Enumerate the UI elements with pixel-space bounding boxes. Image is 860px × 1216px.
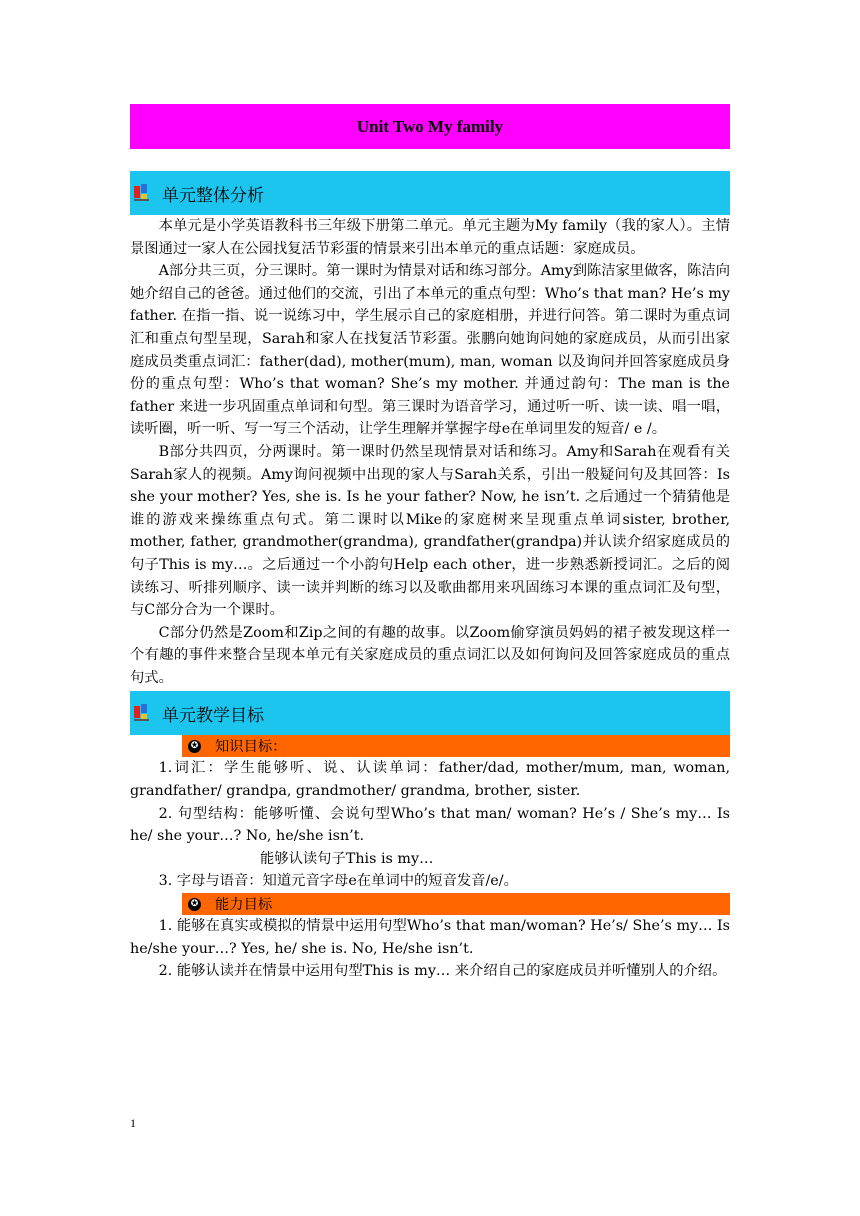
star-circle-icon: ✪ bbox=[188, 898, 201, 911]
knowledge-line-3: 3. 字母与语音：知道元音字母e在单词中的短音发音/e/。 bbox=[158, 873, 518, 890]
document-page bbox=[130, 104, 730, 983]
knowledge-line-2b: 能够认读句子This is my… bbox=[260, 850, 434, 867]
section-heading-text: 单元整体分析 bbox=[162, 185, 264, 206]
paragraph-part-c: C部分仍然是Zoom和Zip之间的有趣的故事。以Zoom偷穿演员妈妈的裙子被发现这样一个有趣的事件来整合呈现本单元有关家庭成员的重点词汇以及如何询问及回答家庭成员的重点句式。 bbox=[130, 624, 730, 686]
paragraph-part-b: B部分共四页，分两课时。第一课时仍然呈现情景对话和练习。Amy和Sarah在观看有关Sarah家人的视频。Amy询问视频中出现的家人与Sarah关系，引出一般疑问句及其回答：Is she your mother? Yes, she is. Is he your father? Now, he isn’t. 之后通过一个猜猜他是谁的游戏来操练重点句式。第二课时以Mike的家庭树来呈现重点单词sister, brother, mother, father, grandmother(grandma), grandfather(grandpa)并认读介绍家庭成员的句子This is my…。之后通过一个小韵句Help each other，进一步熟悉新授词汇。之后的阅读练习、听排列顺序、读一读并判断的练习以及歌曲都用来巩固练习本课的重点词汇及句型，与C部分合为一个课时。 bbox=[130, 443, 730, 619]
ability-line-2: 2. 能够认读并在情景中运用句型This is my… 来介绍自己的家庭成员并听懂别人的介绍。 bbox=[158, 963, 727, 980]
unit-title: Unit Two My family bbox=[130, 104, 730, 149]
knowledge-line-1: 1.词汇：学生能够听、说、认读单词：father/dad, mother/mum, man, woman, grandfather/ grandpa, grandmother/ grandma, brother, sister. bbox=[130, 760, 730, 800]
objective-heading-text: 能力目标 bbox=[215, 897, 273, 914]
objective-heading-text: 知识目标： bbox=[215, 739, 287, 756]
ability-line-1: 1. 能够在真实或模拟的情景中运用句型Who’s that man/woman? He’s/ She’s my… Is he/she your…? Yes, he/ she is. No, He/she isn’t. bbox=[130, 918, 730, 957]
section-heading-analysis bbox=[130, 171, 730, 215]
star-circle-icon: ✪ bbox=[188, 740, 201, 753]
page-number: 1 bbox=[130, 1116, 136, 1130]
paragraph-intro: 本单元是小学英语教科书三年级下册第二单元。单元主题为My family（我的家人）。主情景图通过一家人在公园找复活节彩蛋的情景来引出本单元的重点话题：家庭成员。 bbox=[130, 218, 730, 257]
book-stack-icon bbox=[134, 184, 152, 202]
knowledge-line-2: 2. 句型结构：能够听懂、会说句型Who’s that man/ woman? He’s / She’s my… Is he/ she your…? No, he/she isn’t. bbox=[130, 805, 730, 845]
paragraph-part-a: A部分共三页，分三课时。第一课时为情景对话和练习部分。Amy到陈洁家里做客，陈洁向她介绍自己的爸爸。通过他们的交流，引出了本单元的重点句型：Who’s that man? He’s my father. 在指一指、说一说练习中，学生展示自己的家庭相册，并进行问答。第二课时为重点词汇和重点句型呈现，Sarah和家人在找复活节彩蛋。张鹏向她询问她的家庭成员，从而引出家庭成员类重点词汇：father(dad), mother(mum), man, woman 以及询问并回答家庭成员身份的重点句型：Who’s that woman? She’s my mother. 并通过韵句：The man is the father 来进一步巩固重点单词和句型。第三课时为语音学习，通过听一听、读一读、唱一唱，读听圈，听一听、写一写三个活动，让学生理解并掌握字母e在单词里发的短音/ e /。 bbox=[130, 263, 730, 438]
book-stack-icon bbox=[134, 704, 152, 722]
knowledge-objectives-heading bbox=[182, 735, 730, 757]
section-heading-objectives bbox=[130, 691, 730, 735]
section-heading-text: 单元教学目标 bbox=[162, 705, 264, 726]
ability-objectives-heading bbox=[182, 893, 730, 915]
